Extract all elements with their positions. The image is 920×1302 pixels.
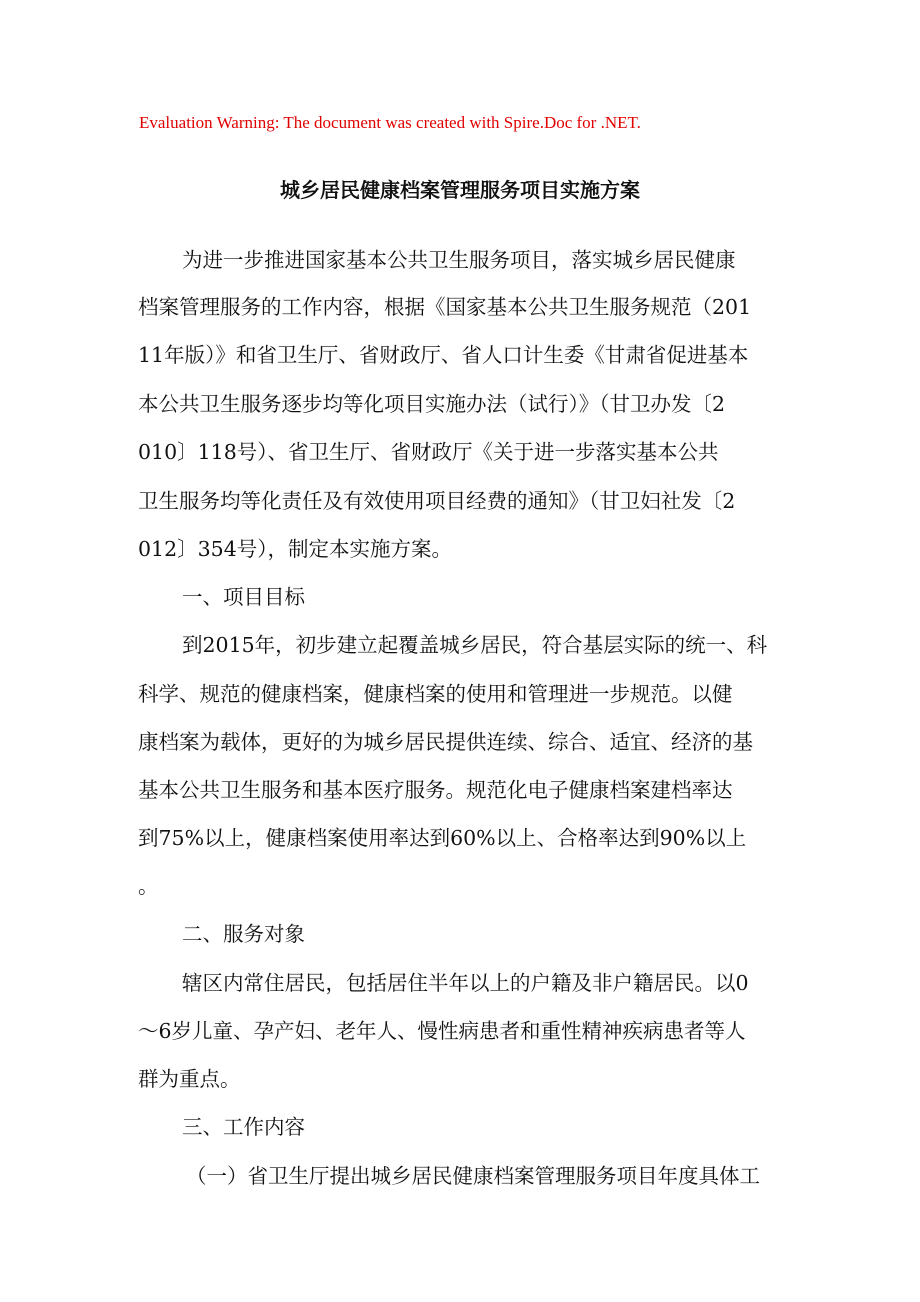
evaluation-warning: Evaluation Warning: The document was created with Spire.Doc for .NET. <box>139 113 641 132</box>
section-heading: 二、服务对象 <box>182 922 305 946</box>
paragraph-line: 到2015年，初步建立起覆盖城乡居民，符合基层实际的统一、科 <box>182 633 768 657</box>
paragraph-line: 本公共卫生服务逐步均等化项目实施办法（试行）》（甘卫办发〔2 <box>138 392 726 416</box>
paragraph-line: 科学、规范的健康档案，健康档案的使用和管理进一步规范。以健 <box>138 682 733 706</box>
paragraph-line: 基本公共卫生服务和基本医疗服务。规范化电子健康档案建档率达 <box>138 778 733 802</box>
paragraph-line: 康档案为载体，更好的为城乡居民提供连续、综合、适宜、经济的基 <box>138 730 753 754</box>
section-heading: 三、工作内容 <box>182 1115 305 1139</box>
paragraph-line: 辖区内常住居民，包括居住半年以上的户籍及非户籍居民。以0 <box>182 971 749 995</box>
paragraph-line: 到75%以上，健康档案使用率达到60%以上、合格率达到90%以上 <box>138 826 747 850</box>
paragraph-line: 11年版）》和省卫生厅、省财政厅、省人口计生委《甘肃省促进基本 <box>138 343 749 367</box>
paragraph-line: ～6岁儿童、孕产妇、老年人、慢性病患者和重性精神疾病患者等人 <box>138 1019 746 1043</box>
paragraph-line: 为进一步推进国家基本公共卫生服务项目，落实城乡居民健康 <box>182 248 736 272</box>
section-heading: 一、项目目标 <box>182 585 305 609</box>
document-title: 城乡居民健康档案管理服务项目实施方案 <box>280 178 640 202</box>
paragraph-line: （一）省卫生厅提出城乡居民健康档案管理服务项目年度具体工 <box>186 1164 760 1188</box>
paragraph-line: 卫生服务均等化责任及有效使用项目经费的通知》（甘卫妇社发〔2 <box>138 489 736 513</box>
paragraph-line: 010〕118号）、省卫生厅、省财政厅《关于进一步落实基本公共 <box>138 440 719 464</box>
paragraph-line: 档案管理服务的工作内容，根据《国家基本公共卫生服务规范（201 <box>138 295 752 319</box>
paragraph-line: 。 <box>138 874 159 898</box>
paragraph-line: 群为重点。 <box>138 1067 241 1091</box>
paragraph-line: 012〕354号），制定本实施方案。 <box>138 537 453 561</box>
